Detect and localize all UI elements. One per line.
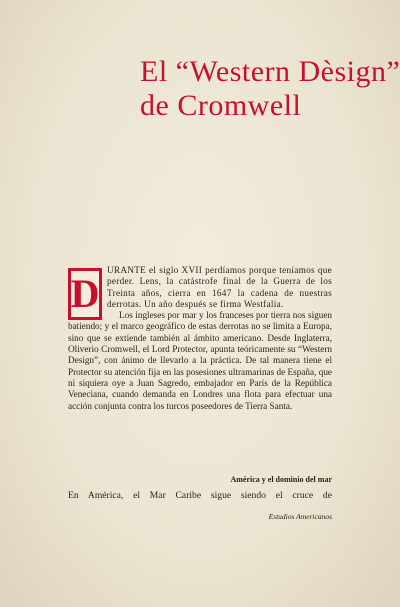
page-footer: Estudios Americanos — [268, 512, 332, 521]
initial-letter: D — [70, 271, 100, 316]
article-title — [140, 55, 400, 123]
paragraph-2: Los ingleses por mar y los franceses por tierra nos siguen batiendo; y el marco geográfico de estas derrotas no se limita a Europa, sino que se extiende también al ámbito americano. Desde Inglaterra, Oliverio Cromwell, el Lord Protector, apunta teóricamente su “Western Design”, con ánimo de llevarlo a la práctica. De tal manera tiene el Protector su atención fija en las posesiones ultramarinas de España, que ni siquiera oye a Juan Sagredo, embajador en París de la República Veneciana, cuando demanda en Londres una flota para efectuar una acción conjunta contra los turcos poseedores de Tierra Santa. — [68, 310, 332, 411]
title-line-1: El “Western Dèsign” — [140, 55, 400, 88]
article-body — [68, 265, 332, 412]
title-line-2: de Cromwell — [140, 89, 302, 122]
illuminated-initial — [68, 268, 102, 320]
paragraph-3-start: En América, el Mar Caribe sigue siendo el cruce de — [68, 490, 332, 501]
initial-frame — [71, 271, 99, 317]
section-subheading: América y el dominio del mar — [230, 475, 332, 484]
paragraph-1: URANTE el siglo XVII perdíamos porque teníamos que perder. Lens, la catástrofe final de la Guerra de los Treinta años, cierra en 1647 la cadena de nuestras derrotas. Un año después se firma Westfalia. — [107, 265, 332, 309]
